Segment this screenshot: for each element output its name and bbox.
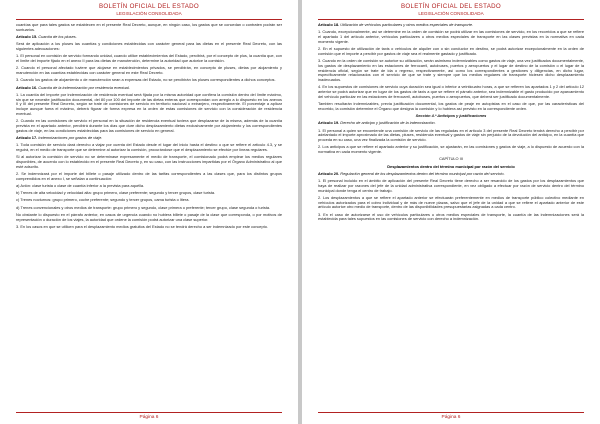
paragraph: a) Avión: clase turista o clase de cuantía inferior a la prevista para aquélla. (16, 182, 145, 188)
paragraph: b) Trenes de alta velocidad y velocidad alta: grupo primero, clase preferente; segundo y tercer grupos, clase turista. (16, 190, 216, 195)
right-body (318, 23, 584, 222)
paragraph: Será de aplicación a los pluses las cuantías y condiciones establecidas con carácter general para las dietas en el presente Real Decreto, con las siguientes adecuaciones: (16, 41, 282, 51)
paragraph: 2. Cuando el personal afectado tuviere que alojarse en establecimientos privados, se percibirán, en concepto de pluses, dietas por alojamiento y manutención en las cuantías establecidas con carácter general en este Real Decreto. (16, 65, 282, 75)
page-footer: Página 6 (16, 412, 282, 421)
section-title: Sección 4.ª Anticipos y justificaciones (415, 113, 487, 118)
article-title: Utilización de vehículos particulares y otros medios especiales de transporte. (340, 22, 474, 27)
article-number: Artículo 20. (318, 170, 340, 176)
article-heading (16, 35, 282, 40)
paragraph: Si al autorizar la comisión de servicio no se determinase expresamente el medio de transporte, el comisionado podrá emplear los medios regulares disponibles, de acuerdo con lo establecido en el presente Real Decreto y, en su caso, con las instrucciones impartidas por el Órgano Administrativo al que esté adscrito. (16, 154, 282, 169)
page-header (318, 3, 584, 17)
section-heading (318, 114, 584, 119)
header-title: BOLETÍN OFICIAL DEL ESTADO (98, 3, 200, 10)
paragraph: 2. Cuando en las comisiones de servicio el personal en la situación de residencia eventual tuviera que desplazarse de la misma, además de la cuantía prevista en el apartado anterior, percibirá durante los días que dure dicho desplazamiento dietas exclusivamente por alojamiento y los correspondientes gastos de viaje, en las condiciones establecidas para las comisiones de servicio en general. (16, 118, 282, 133)
paragraph: Tambien resultarán indemnizables, previa justificación documental, los gastos de peaje en autopistas en el caso de que, por las características del recorrido, la comisión determine el Órgano que designa la comisión y lo hubiera así previsto en la correspondiente orden. (318, 101, 584, 111)
chapter-heading (318, 165, 584, 170)
article-heading (16, 86, 282, 91)
paragraph: 4. En los supuestos de comisiones de servicio cuya duración sea igual o inferior a veinticuatro horas, a que se refieren los apartados 1 y 2 del artículo 12 anterior se podrá autorizar que en lugar de los gastos de taxis a que se refiere el párrafo anterior, sea indemnizable el gasto producido por aparcamiento del vehículo particular en las estaciones de ferrocarril, autobuses, puertos o aeropuertos, que deberá ser justificado documentalmente. (318, 84, 584, 99)
paragraph: 3. En el caso de autorizarse el uso de vehículos particulares u otros medios especiales de transporte, la cuantía de las indemnizaciones será la establecida para tales supuestos en las comisiones de servicio con derecho a indemnización. (318, 211, 584, 222)
right-page (302, 0, 600, 424)
header-title: BOLETÍN OFICIAL DEL ESTADO (400, 3, 502, 10)
article-number: Artículo 18. (318, 22, 340, 27)
paragraph: d) Trenes convencionales y otros medios de transporte: grupo primero y segundo, clase primera o preferente; tercer grupo, clase segunda o turista. (16, 204, 271, 210)
paragraph: 1. Cuando, excepcionalmente, así se determine en la orden de comisión se podrá utilizar en las comisiones de servicio, en los recorridos a que se refiere el apartado 1 del artículo anterior, vehículos particulares u otros medios especiales de transporte en las clases previstas en la normativa en cada momento vigente. (318, 29, 584, 44)
paragraph: cuantías que para tales gastos se establecen en el presente Real Decreto, aunque, en ningún caso, los gastos que se concedan o contraten podrán ser suntuarios. (16, 22, 282, 32)
article-title: Cuantía de los pluses. (38, 34, 77, 39)
paragraph: 2. Los desplazamientos a que se refiere el apartado anterior se efectuarán preferentemente en medios de transporte público colectivo mediante en vehículos autorizados para el cobro individual y de más de nueve plazas, salvo que el jefe de la unidad a que se refiere el apartado anterior de este artículo autorice otro medio de transporte, dentro de las disponibilidades presupuestarias asignadas a cada centro. (318, 194, 584, 210)
article-title: Cuantía de la indemnización por residencia eventual. (38, 84, 130, 90)
article-heading (16, 136, 282, 141)
article-title: Regulación general de los desplazamientos dentro del término municipal por razón del servicio. (340, 170, 505, 176)
article-title: Indemnizaciones por gastos de viaje. (38, 134, 103, 140)
header-subtitle: LEGISLACIÓN CONSOLIDADA (418, 11, 484, 16)
paragraph: 1. El personal incluido en el ámbito de aplicación del presente Real Decreto tiene derecho a ser resarcido de los gastos por los desplazamientos que haya de realizar por razones del jefe de la unidad administrativa correspondiente, en vez obligado a efectuar por razón de servicio dentro del término municipal donde tenga el centro de trabajo. (318, 178, 584, 193)
article-number: Artículo 15. (16, 34, 38, 39)
paragraph: 3. Cuando en la orden de comisión se autorice su utilización, serán asimismo indemnizables como gastos de viaje, una vez justificados documentalmente, los gastos de desplazamiento en las estaciones de ferrocarril, autobuses, puertos y aeropuertos y el lugar de destino de la comisión o el lugar de la residencia oficial, según se trate de ida o regreso, respectivamente, así como los correspondientes a gestiones y diligencias, en dicho lugar, específicamente relacionados con el servicio de que se trate y siempre que los medios regulares de transporte hiciesen dicho desplazamiento inadecuados. (318, 58, 585, 82)
header-rule (318, 19, 584, 20)
left-page (0, 0, 298, 424)
page-footer: Página 6 (318, 412, 584, 421)
paragraph: 3. En los casos en que se utilicen para el desplazamiento medios gratuitos del Estado no se tendrá derecho a ser indemnizado por este concepto. (16, 223, 268, 229)
paragraph: 2. En el supuesto de utilización de taxis o vehículos de alquiler con o sin conductor en destino, se podrá autorizar excepcionalmente en la orden de comisión que el importe a percibir por gastos de viaje sea el realmente gastado y justificado. (318, 46, 584, 56)
article-number: Artículo 16. (16, 84, 38, 90)
paragraph: 2. Los anticipos a que se refiere el apartado anterior y su justificación, se ajustarán, en las comisiones y gastos de viaje, a lo dispuesto de acuerdo con la normativa en cada momento vigente. (318, 144, 584, 154)
paragraph: 3. Cuando los gastos de alojamiento o de manutención sean a expensas del Estado, no se percibirán los pluses correspondientes a dichos conceptos. (16, 77, 276, 83)
header-subtitle: LEGISLACIÓN CONSOLIDADA (116, 11, 182, 16)
article-heading (318, 23, 584, 28)
page-header (16, 3, 282, 17)
chapter-title: Desplazamientos dentro del término municipal por razón del servicio (387, 163, 515, 169)
paragraph: No obstante lo dispuesto en el párrafo anterior, en casos de urgencia cuando no hubiera billete o pasaje de la clase que corresponda, o por motivos de representación o duración de los viajes, la autoridad que ordene la comisión podrá autorizar una clase superior. (16, 211, 282, 222)
header-rule (16, 19, 282, 20)
paragraph: c) Trenes nocturnos: grupo primero, coche preferente; segundo y tercer grupos, cama turista o litera. (16, 197, 190, 203)
article-heading (318, 172, 584, 177)
paragraph: 1. El personal a quien se encomiende una comisión de servicio de las reguladas en el artículo 3 del presente Real Decreto tendrá derecho a percibir por adelantado el importe aproximado de las dietas, pluses, residencia eventual y gastos de viaje sin perjuicio de la devolución del anticipo, en la cuantía que proceda en su caso, una vez finalizada la comisión de servicio. (318, 127, 584, 142)
article-number: Artículo 17. (16, 134, 38, 140)
left-body (16, 23, 282, 230)
paragraph: 1. El personal en comisión de servicio formando unidad, cuando utilice establecimientos del Estado, percibirá, por el concepto de plus, la cuantía que, con el límite del importe fijado en el anexo II para las dietas de manutención, determine la autoridad que autorice la comisión. (16, 53, 282, 63)
paragraph: 1. La cuantía del importe por indemnización de residencia eventual será fijada por la misma autoridad que confiera la comisión dentro del límite máximo, sin que se necesite justificación documental, del 80 por 100 del importe de las dietas enteras que correspondan con arreglo a lo dispuesto en los anexos II y III del presente Real Decreto, según se trate de comisiones de servicio en territorio nacional o extranjero, respectivamente. El porcentaje a aplicar incluye aunque fuera el máximo, deberá figurar de forma expresa en la orden de estas comisiones de servicio con la consideración de residencia eventual. (16, 91, 282, 116)
paragraph: 2. Se indemnizará por el importe del billete o pasaje utilizado dentro de las tarifas correspondientes a las clases que, para los distintos grupos comprendidos en el anexo I, se señalan a continuación: (16, 170, 282, 181)
chapter-number: CAPÍTULO III (439, 156, 463, 162)
article-number: Artículo 19. (318, 120, 340, 126)
article-title: Derecho de anticipo y justificación de la indemnización. (340, 120, 436, 126)
article-heading (318, 121, 584, 126)
paragraph: 1. Toda comisión de servicio dará derecho a viajar por cuenta del Estado desde el lugar del inicio hasta el destino o que se refiere el artículo 4.3, y se reguirá, en el medio de transporte que se determine al autorizar la comisión, procurándose que el desplazamiento se efectúe por líneas regulares. (16, 142, 282, 152)
